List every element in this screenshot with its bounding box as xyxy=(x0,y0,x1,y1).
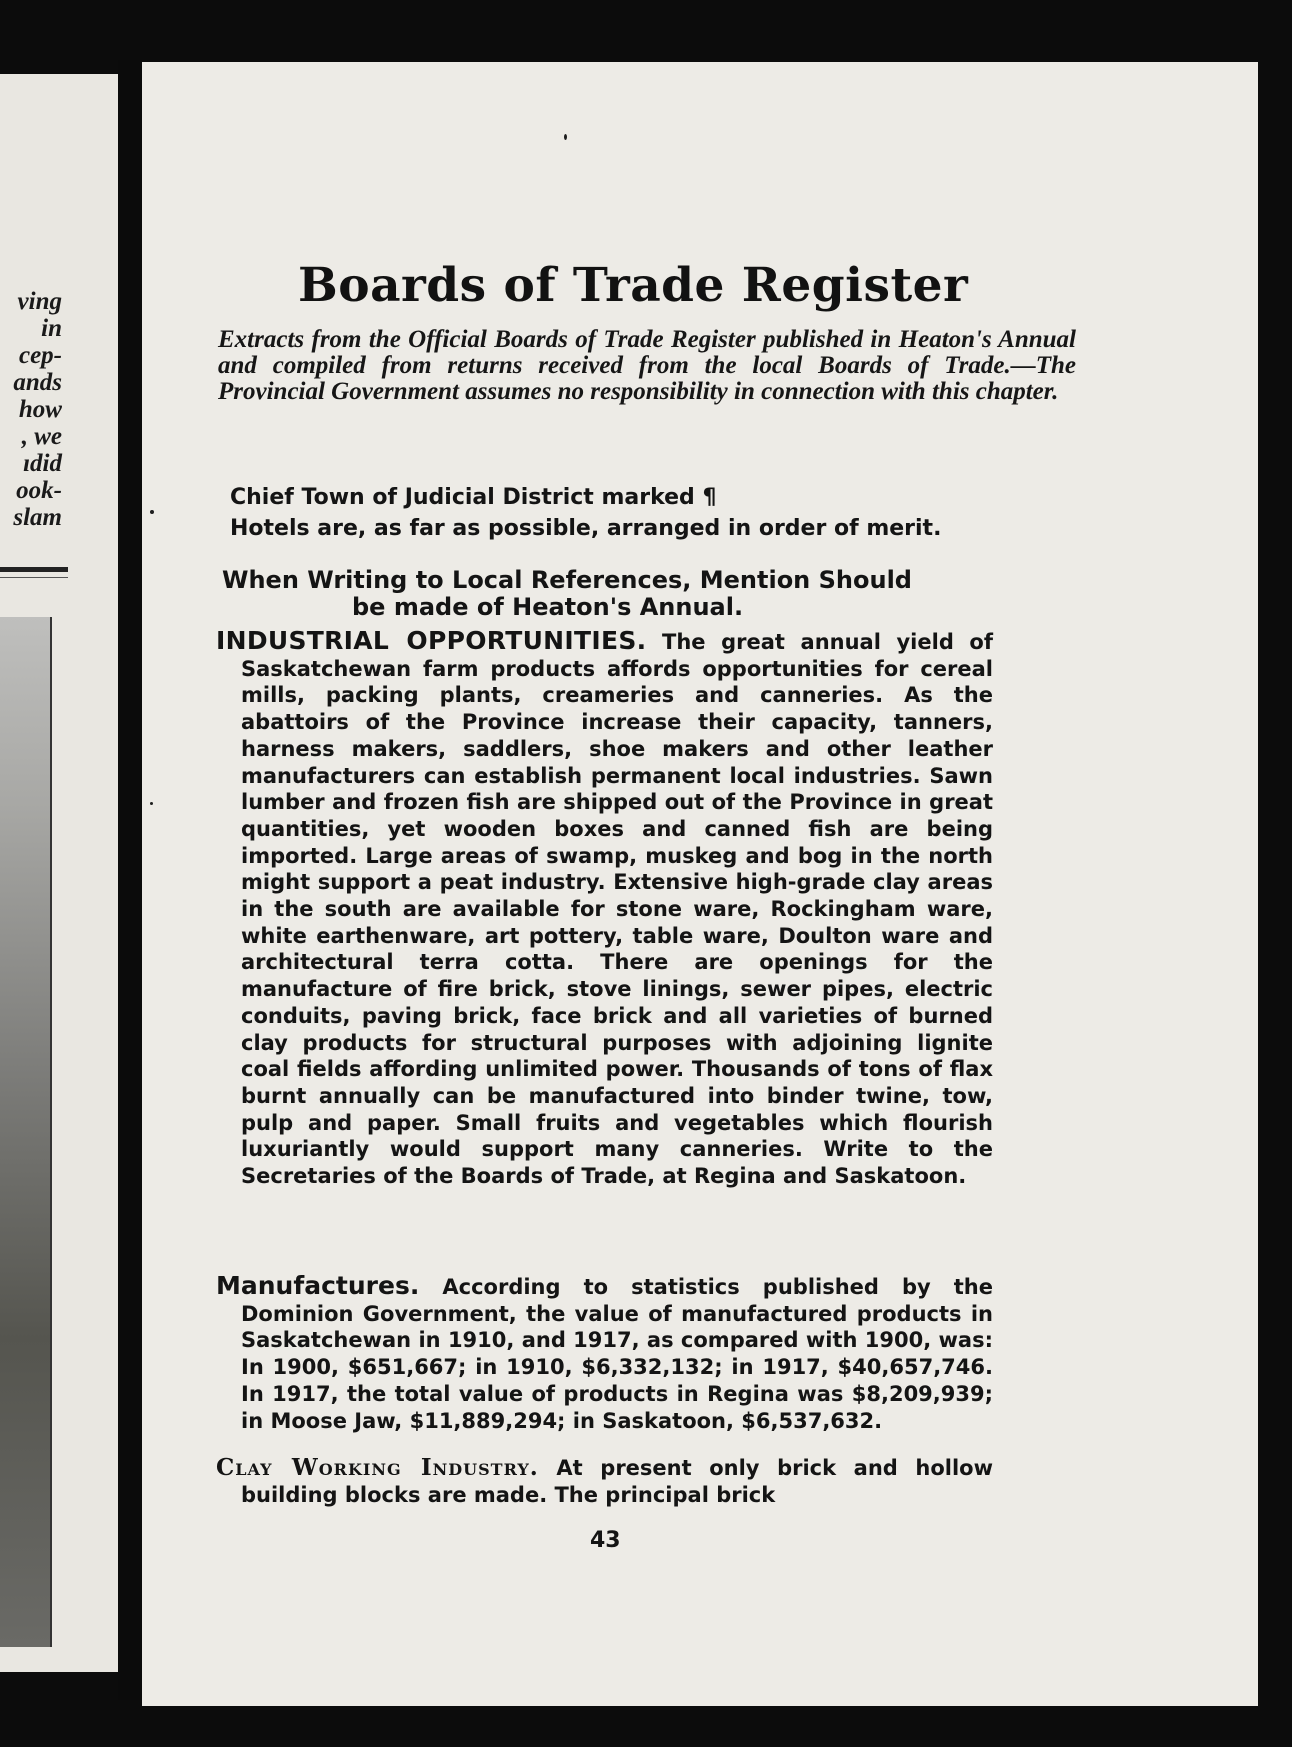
ink-speck xyxy=(564,134,567,140)
previous-page-rule-thin xyxy=(0,577,68,578)
industrial-heading: INDUSTRIAL OPPORTUNITIES. xyxy=(216,626,647,655)
prev-fragment: ook- xyxy=(16,477,62,504)
document-page xyxy=(142,62,1258,1706)
prev-fragment: slam xyxy=(13,504,62,531)
prev-fragment: ving xyxy=(17,288,62,315)
previous-page-rule xyxy=(0,567,68,572)
industrial-body: The great annual yield of Saskatchewan farm products affords opportunities for cereal mills, packing plants, creameries and canneries. As the abattoirs of the Province increase their capacity, tanners, harness makers, saddlers, shoe makers and other leather manufacturers can establish permanent local industries. Sawn lumber and frozen fish are shipped out of the Province in great quantities, yet wooden boxes and canned fish are being imported. Large areas of swamp, muskeg and bog in the north might support a peat industry. Extensive high-grade clay areas in the south are available for stone ware, Rockingham ware, white earthenware, art pottery, table ware, Doulton ware and architectural terra cotta. There are openings for the manufacture of fire brick, stove linings, sewer pipes, electric conduits, paving brick, face brick and all varieties of burned clay products for structural purposes with adjoining lignite coal fields affording unlimited power. Thousands of tons of flax burnt annually can be manufactured into binder twine, tow, pulp and paper. Small fruits and vegetables which flourish luxuriantly would support many canneries. Write to the Secretaries of the Boards of Trade, at Regina and Saskatoon. xyxy=(241,630,993,1189)
manufactures-heading: Manufactures. xyxy=(216,1271,420,1300)
chief-town-note: Chief Town of Judicial District marked ¶ xyxy=(230,485,717,510)
clay-heading: Clay Working Industry. xyxy=(216,1454,539,1481)
previous-page-photo xyxy=(0,617,50,1647)
page-number: 43 xyxy=(590,1528,621,1553)
prev-fragment: in xyxy=(41,315,62,342)
clay-working-section xyxy=(216,1455,993,1508)
previous-page-text xyxy=(0,288,62,531)
prev-fragment: ıdid xyxy=(23,450,62,477)
ink-speck xyxy=(150,802,153,805)
clay-body: At present only brick and hollow building blocks are made. The principal brick xyxy=(241,1456,994,1507)
prev-fragment: , we xyxy=(21,423,62,450)
previous-page-photo-border xyxy=(50,617,52,1647)
hotels-note: Hotels are, as far as possible, arranged in order of merit. xyxy=(230,516,942,541)
prev-fragment: how xyxy=(18,396,62,423)
previous-page-edge xyxy=(0,74,118,1672)
intro-paragraph: Extracts from the Official Boards of Trade Register published in Heaton's Annual and compiled from returns received from the local Boards of Trade.—The Provincial Government assumes no responsibility in connection with this chapter. xyxy=(218,326,1076,405)
prev-fragment: ands xyxy=(13,369,62,396)
manufactures-body: According to statistics published by the Dominion Government, the value of manufactured products in Saskatchewan in 1910, and 1917, as compared with 1900, was: In 1900, $651,667; in 1910, $6,332,132; in 1917, $40,657,746. In 1917, the total value of products in Regina was $8,209,939; in Moose Jaw, $11,889,294; in Saskatoon, $6,537,632. xyxy=(241,1275,993,1433)
prev-fragment: cep- xyxy=(18,342,62,369)
binding-gutter xyxy=(118,60,142,1700)
manufactures-section xyxy=(216,1273,993,1434)
page-title: Boards of Trade Register xyxy=(298,258,969,313)
industrial-opportunities-section xyxy=(216,628,993,1190)
mention-notice-line-1: When Writing to Local References, Mention Should xyxy=(222,566,912,594)
mention-notice-line-2: be made of Heaton's Annual. xyxy=(352,593,744,621)
ink-speck xyxy=(150,510,154,514)
